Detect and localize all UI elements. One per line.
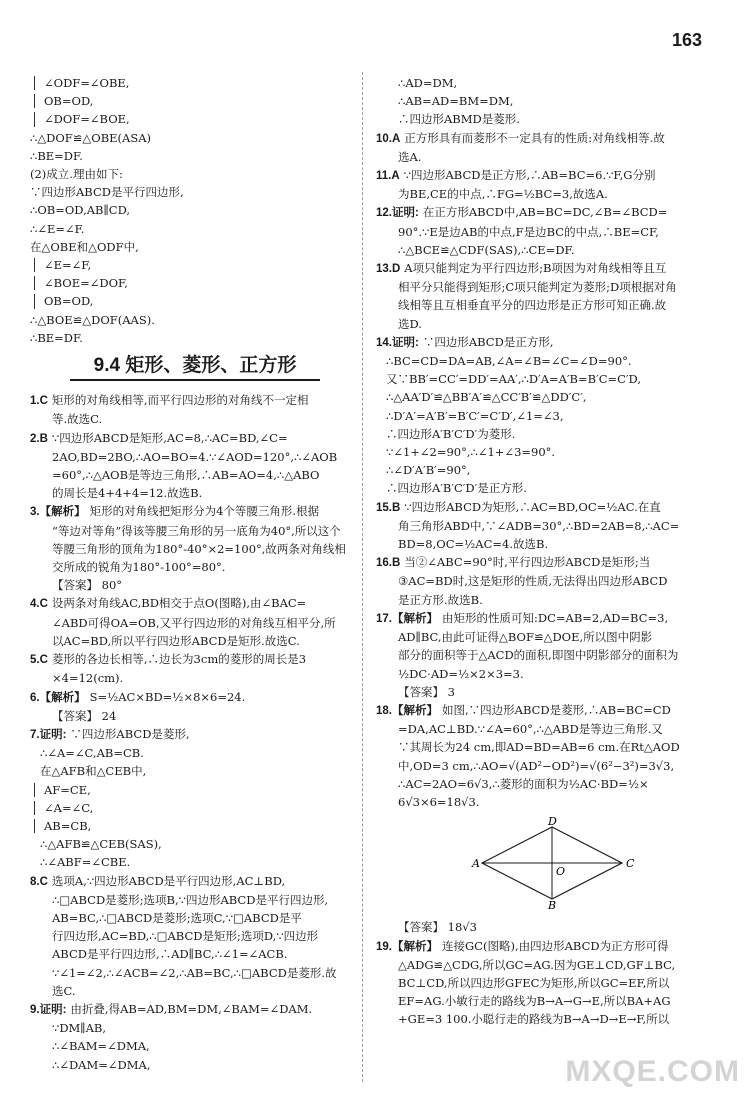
text-line: AF=CE, <box>30 781 368 799</box>
label-d: D <box>548 815 557 829</box>
question-number: 3.【解析】 <box>30 506 86 519</box>
label-c: C <box>626 857 635 871</box>
answer-text: ∵四边形ABCD是矩形,AC=8,∴AC=BD,∠C= <box>51 430 288 445</box>
text-line: △ADG≌△CDG,所以GC=AG.因为GE⊥CD,GF⊥BC, <box>398 957 676 972</box>
answer-text: 由矩形的性质可知:DC=AB=2,AD=BC=3, <box>442 610 669 625</box>
answer-q14 <box>376 333 720 498</box>
answer-text: 菱形的各边长相等,∴边长为3cm的菱形的周长是3 <box>51 652 307 667</box>
answer-q1 <box>30 391 368 428</box>
text-line: ③AC=BD时,这是矩形的性质,无法得出四边形ABCD <box>398 574 668 589</box>
text-line: 为BE,CE的中点,∴FG=½BC=3,故选A. <box>398 187 608 202</box>
question-number: 5.C <box>30 654 48 667</box>
answer-q19 <box>376 937 720 1029</box>
text-line: (2)成立.理由如下: <box>30 167 123 182</box>
text-line: ∴∠E=∠F. <box>30 221 85 236</box>
question-number: 17.【解析】 <box>376 612 438 625</box>
answer-text: ∵四边形ABCD是正方形,∴AB=BC=6.∵F,G分别 <box>403 168 656 183</box>
text-line: 2AO,BD=2BO,∴AO=BO=4.∵∠AOD=120°,∴∠AOB <box>52 449 338 464</box>
text-line: 选D. <box>398 316 422 331</box>
page-number: 163 <box>671 30 702 50</box>
answer-q4 <box>30 594 368 650</box>
text-line: ∴∠BAM=∠DMA, <box>52 1039 150 1054</box>
text-line: 交所成的锐角为180°-100°=80°. <box>52 560 226 575</box>
text-line: BD=8,OC=½AC=4.故选B. <box>398 537 549 552</box>
text-line: ∵∠1=∠2,∴∠ACB=∠2,∴AB=BC,∴□ABCD是菱形.故 <box>52 965 337 980</box>
text-line: 等.故选C. <box>52 412 103 427</box>
text-line: 6√3×6=18√3. <box>398 794 480 809</box>
text-line: OB=OD, <box>30 92 368 110</box>
text-line: ∴BE=DF. <box>30 148 83 163</box>
text-line: 等腰三角形的顶角为180°-40°×2=100°,故两条对角线相 <box>52 541 346 556</box>
question-number: 6.【解析】 <box>30 691 86 704</box>
text-line: AB=CB, <box>30 817 368 835</box>
text-line: ½DC·AD=½×2×3=3. <box>398 666 524 681</box>
text-line: ×4=12(cm). <box>52 671 124 686</box>
answer-label: 【答案】 3 <box>398 684 455 699</box>
answer-text: A项只能判定为平行四边形;B项因为对角线相等且互 <box>404 261 667 276</box>
answer-q5 <box>30 650 368 687</box>
label-b: B <box>548 899 557 913</box>
answer-q12 <box>376 203 720 259</box>
text-line: ABCD是平行四边形,∴AD∥BC,∴∠1=∠ACB. <box>52 947 288 962</box>
answer-text: 当②∠ABC=90°时,平行四边形ABCD是矩形;当 <box>404 555 651 570</box>
text-line: ∴∠D′A′B′=90°, <box>386 463 471 478</box>
text-line: EF=AG.小敏行走的路线为B→A→G→E,所以BA+AG <box>398 994 671 1009</box>
answer-text: S=½AC×BD=½×8×6=24. <box>89 689 246 704</box>
answer-text: 如图,∵四边形ABCD是菱形,∴AB=BC=CD <box>442 702 671 717</box>
question-number: 9.证明: <box>30 1003 67 1016</box>
text-line: 又∵BB′=CC′=DD′=AA′,∴D′A=A′B=B′C=C′D, <box>386 372 642 387</box>
answer-text: 选项A,∵四边形ABCD是平行四边形,AC⊥BD, <box>51 873 286 888</box>
question-number: 14.证明: <box>376 336 419 349</box>
question-number: 1.C <box>30 395 48 408</box>
answer-q18 <box>376 701 720 811</box>
answer-q3 <box>30 502 368 594</box>
question-number: 16.B <box>376 557 401 570</box>
text-line: =60°,∴△AOB是等边三角形,∴AB=AO=4,∴△ABO <box>52 468 320 483</box>
answer-q10 <box>376 129 720 166</box>
text-line: 线相等且互相垂直平分的四边形是正方形可知正确.故 <box>398 298 667 313</box>
answer-q7 <box>30 725 368 872</box>
question-number: 15.B <box>376 501 401 514</box>
text-line: ∴四边形ABMD是菱形. <box>398 112 520 127</box>
text-line: ∴四边形A′B′C′D′是正方形. <box>386 481 527 496</box>
text-line: ∴AD=DM, <box>398 76 458 90</box>
answer-q17 <box>376 609 720 701</box>
text-line: BC⊥CD,所以四边形GFEC为矩形,所以GC=EF,所以 <box>398 975 670 990</box>
text-line: 部分的面积等于△ACD的面积,即图中阴影部分的面积为 <box>398 648 679 663</box>
text-line: 90°.∵E是边AB的中点,F是边BC的中点,∴BE=CF, <box>398 224 659 239</box>
text-line: ∴AB=AD=BM=DM, <box>398 94 514 109</box>
rhombus-diagram <box>472 815 635 913</box>
answer-text: ∵四边形ABCD是正方形, <box>422 334 554 349</box>
answer-label: 【答案】 80° <box>52 578 123 593</box>
text-line: ∵DM∥AB, <box>52 1021 107 1036</box>
answer-q11 <box>376 166 720 203</box>
text-line: ∠E=∠F, <box>30 256 368 274</box>
answer-text: ∵四边形ABCD为矩形,∴AC=BD,OC=½AC.在直 <box>404 499 661 514</box>
answer-text: 矩形的对角线把矩形分为4个等腰三角形.根据 <box>89 504 320 519</box>
text-line: ∴∠A=∠C,AB=CB. <box>40 746 144 761</box>
label-o: O <box>556 865 566 879</box>
text-line: ∴△AFB≌△CEB(SAS), <box>40 837 162 852</box>
text-line: 是正方形.故选B. <box>398 592 483 607</box>
question-number: 4.C <box>30 598 48 611</box>
text-line: 以AC=BD,所以平行四边形ABCD是矩形.故选C. <box>52 633 300 648</box>
question-number: 2.B <box>30 432 48 445</box>
answer-q13 <box>376 259 720 333</box>
text-line: 的周长是4+4+4=12.故选B. <box>52 486 203 501</box>
text-line: AD∥BC,由此可证得△BOF≌△DOE,所以图中阴影 <box>398 630 653 645</box>
answer-q15 <box>376 498 720 554</box>
left-column <box>30 74 368 1074</box>
answer-text: 矩形的对角线相等,而平行四边形的对角线不一定相 <box>51 393 309 408</box>
answer-q8 <box>30 872 368 1000</box>
question-number: 7.证明: <box>30 728 67 741</box>
text-line: +GE=3 100.小聪行走的路线为B→A→D→E→F,所以 <box>398 1012 670 1027</box>
right-column <box>376 74 720 1029</box>
text-line: ∠A=∠C, <box>30 799 368 817</box>
text-line: ∠ABD可得OA=OB,又平行四边形的对角线互相平分,所 <box>52 615 336 630</box>
text-line: ∴∠ABF=∠CBE. <box>40 855 131 870</box>
question-number: 18.【解析】 <box>376 704 438 717</box>
text-line: 角三角形ABD中,∵∠ADB=30°,∴BD=2AB=8,∴AC= <box>398 518 680 533</box>
answer-text: 设两条对角线AC,BD相交于点O(图略),由∠BAC= <box>51 596 307 611</box>
text-line: ∴□ABCD是菱形;选项B,∵四边形ABCD是平行四边形, <box>52 892 329 907</box>
question-number: 13.D <box>376 263 401 276</box>
text-line: ∴∠DAM=∠DMA, <box>52 1057 151 1072</box>
text-line: OB=OD, <box>30 292 368 310</box>
question-number: 8.C <box>30 875 48 888</box>
answer-text: 由折叠,得AB=AD,BM=DM,∠BAM=∠DAM. <box>70 1001 313 1016</box>
answer-text: 在正方形ABCD中,AB=BC=DC,∠B=∠BCD= <box>422 205 668 220</box>
answer-label: 【答案】 18√3 <box>398 920 477 935</box>
text-line: 选A. <box>398 149 422 164</box>
text-line: ∵四边形ABCD是平行四边形, <box>30 185 184 200</box>
question-number: 11.A <box>376 170 400 183</box>
text-line: “等边对等角”得该等腰三角形的另一底角为40°,所以这个 <box>52 523 341 538</box>
text-line: ∠ODF=∠OBE, <box>30 74 368 92</box>
text-line: ∵其周长为24 cm,即AD=BD=AB=6 cm.在Rt△AOD <box>398 740 680 755</box>
answer-q6 <box>30 688 368 725</box>
answer-text: 连接GC(图略),由四边形ABCD为正方形可得 <box>442 938 669 953</box>
question-number: 19.【解析】 <box>376 940 438 953</box>
question-number: 12.证明: <box>376 207 419 220</box>
text-line: ∵∠1+∠2=90°,∴∠1+∠3=90°. <box>386 445 556 460</box>
text-line: 选C. <box>52 983 76 998</box>
text-line: ∴△DOF≌△OBE(ASA) <box>30 130 152 145</box>
text-line: =DA,AC⊥BD.∵∠A=60°,∴△ABD是等边三角形.又 <box>398 722 663 737</box>
question-number: 10.A <box>376 132 401 145</box>
watermark: MXQE.COM <box>565 1055 740 1088</box>
label-a: A <box>472 857 480 871</box>
answer-q9 <box>30 1000 368 1074</box>
text-line: ∴△AA′D′≌△BB′A′≌△CC′B′≌△DD′C′, <box>386 390 587 405</box>
answer-q16 <box>376 553 720 609</box>
text-line: ∴四边形A′B′C′D′为菱形. <box>386 426 516 441</box>
text-line: ∴BC=CD=DA=AB,∠A=∠B=∠C=∠D=90°. <box>386 354 632 369</box>
text-line: ∴AC=2AO=6√3,∴菱形的面积为½AC·BD=½× <box>398 776 649 791</box>
text-line: 中,OD=3 cm,∴AO=√(AD²−OD²)=√(6²−3²)=3√3, <box>398 758 675 773</box>
text-line: 在△AFB和△CEB中, <box>40 764 147 779</box>
answer-text: ∵四边形ABCD是菱形, <box>70 726 190 741</box>
answer-label: 【答案】 24 <box>52 708 117 723</box>
text-line: ∠BOE=∠DOF, <box>30 274 368 292</box>
text-line: ∴BE=DF. <box>30 330 83 345</box>
text-line: ∴D′A′=A′B′=B′C′=C′D′,∠1=∠3, <box>386 408 564 423</box>
text-line: ∠DOF=∠BOE, <box>30 110 368 128</box>
text-line: ∴△BOE≌△DOF(AAS). <box>30 312 155 327</box>
answer-text: 正方形具有而菱形不一定具有的性质:对角线相等.故 <box>404 130 665 145</box>
text-line: ∴△BCE≌△CDF(SAS),∴CE=DF. <box>398 242 575 257</box>
text-line: ∴OB=OD,AB∥CD, <box>30 203 131 218</box>
section-title: 9.4 矩形、菱形、正方形 <box>70 357 320 381</box>
text-line: 行四边形,AC=BD,∴□ABCD是矩形;选项D,∵四边形 <box>52 929 319 944</box>
answer-q2 <box>30 429 368 503</box>
text-line: AB=BC,∴□ABCD是菱形;选项C,∵□ABCD是平 <box>52 910 302 925</box>
text-line: 在△OBE和△ODF中, <box>30 239 139 254</box>
text-line: 相平分只能得到矩形;C项只能判定为菱形;D项根据对角 <box>398 280 677 295</box>
